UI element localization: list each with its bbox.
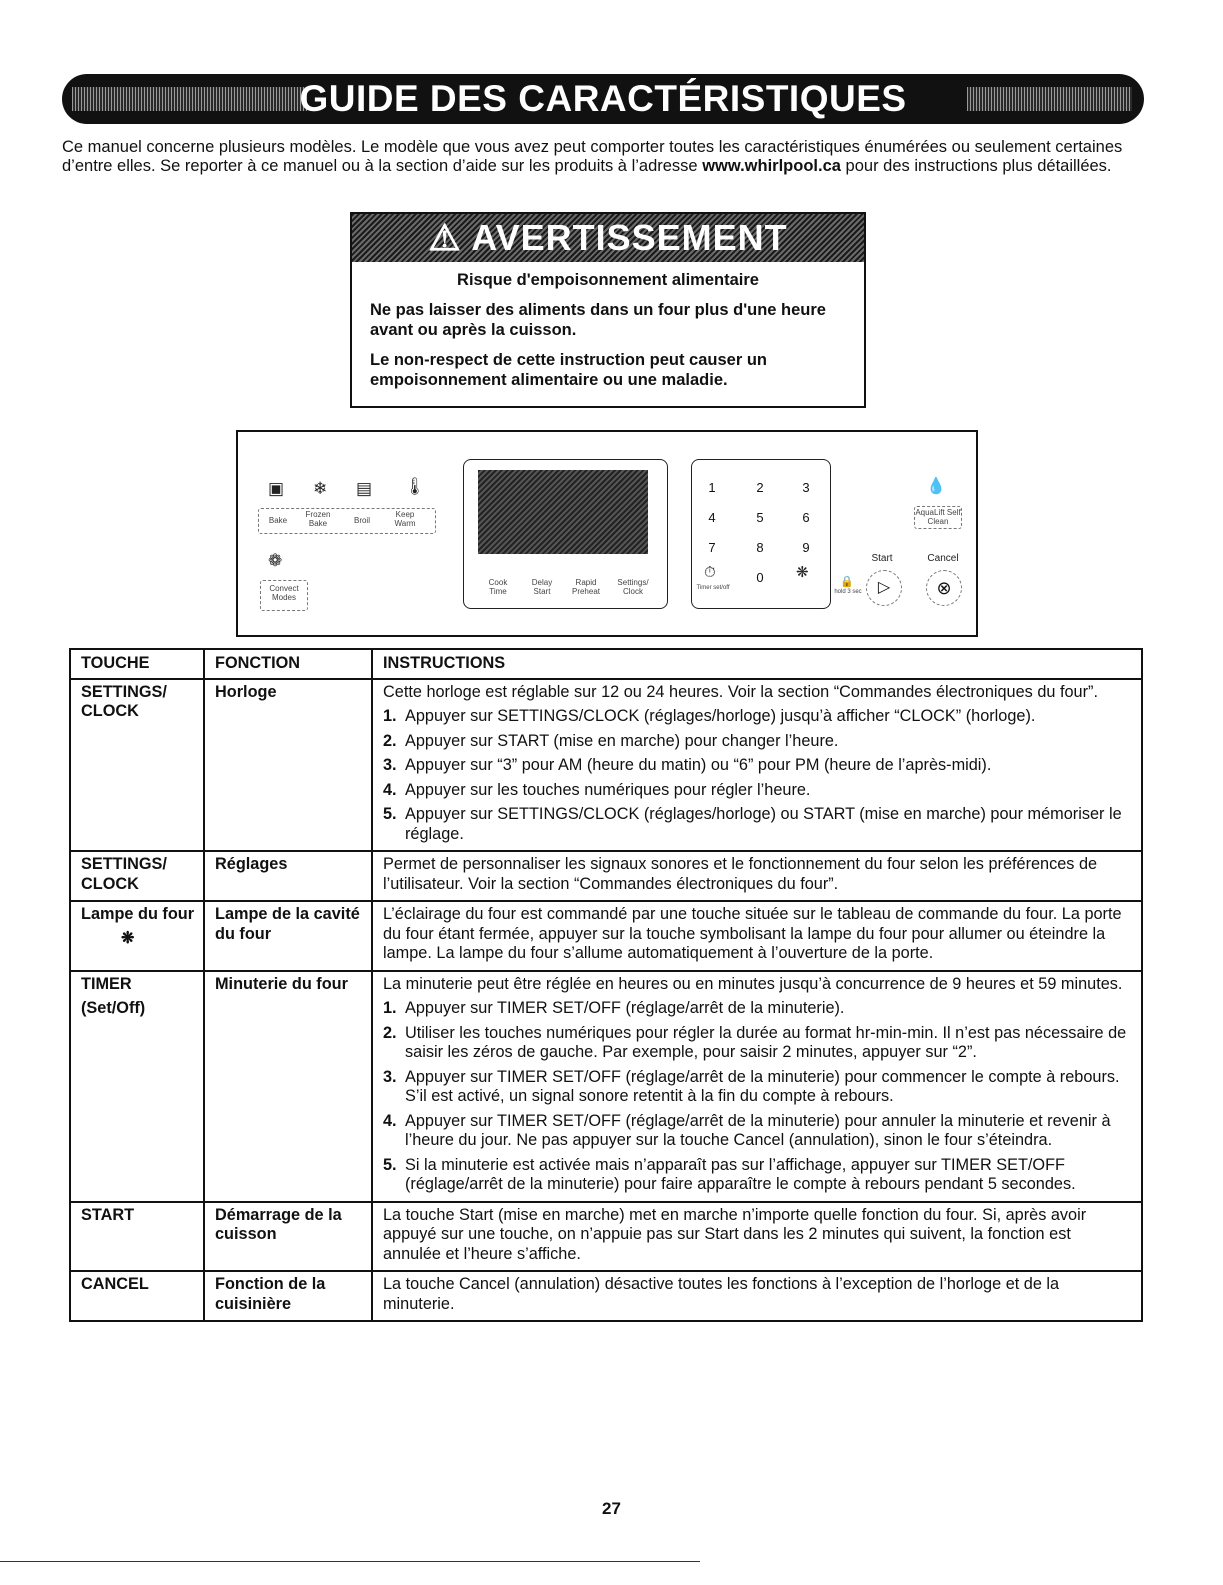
row-instructions	[372, 971, 1142, 1202]
warning-title: AVERTISSEMENT	[471, 217, 788, 258]
features-table	[69, 648, 1143, 1322]
warning-line-2: Le non-respect de cette instruction peut causer un empoisonnement alimentaire ou une maladie.	[370, 351, 767, 389]
row-function: Lampe de la cavité du four	[204, 901, 372, 971]
row-key: TIMER	[81, 974, 132, 993]
broil-icon: ▤	[356, 479, 373, 498]
settings-clock-button[interactable]: Settings/ Clock	[617, 578, 649, 596]
mode-label-bake[interactable]: Bake	[268, 516, 288, 525]
instruction-step: 5. Si la minuterie est activée mais n’apparaît pas sur l’affichage, appuyer sur TIMER SET/OFF (réglage/arrêt de la minuterie) pour faire apparaître le compte à rebours pendant 5 secondes.	[383, 1155, 1076, 1193]
intro-paragraph	[62, 138, 1147, 176]
play-icon: ▷	[877, 579, 891, 596]
key-1[interactable]: 1	[708, 480, 716, 495]
instruction-step: 3. Appuyer sur TIMER SET/OFF (réglage/arrêt de la minuterie) pour commencer le compte à rebours. S’il est activé, un signal sonore retentit à la fin du compte à rebours.	[383, 1067, 1120, 1105]
cancel-label: Cancel	[927, 553, 959, 564]
table-row	[70, 901, 1142, 971]
start-label: Start	[871, 553, 893, 564]
section-banner	[62, 74, 1144, 124]
header-fonction: FONCTION	[204, 649, 372, 679]
instruction-step: 4. Appuyer sur les touches numériques pour régler l’heure.	[383, 780, 811, 799]
table-row	[70, 679, 1142, 852]
cancel-button[interactable]	[926, 570, 962, 606]
start-button[interactable]	[866, 570, 902, 606]
warning-subtitle: Risque d'empoisonnement alimentaire	[457, 271, 759, 289]
row-key-cell	[70, 971, 204, 1202]
delay-start-button[interactable]: Delay Start	[531, 578, 553, 596]
row-key: CANCEL	[70, 1271, 204, 1321]
row-instructions: L’éclairage du four est commandé par une touche située sur le tableau de commande du four. La porte du four étant fermée, appuyer sur la touche symbolisant la lampe du four pour allumer ou éteindre la lampe. La lampe du four s’allume automatiquement à l’ouverture de la porte.	[372, 901, 1142, 971]
key-2[interactable]: 2	[756, 480, 764, 495]
table-row	[70, 851, 1142, 901]
instruction-step: 2. Appuyer sur START (mise en marche) pour changer l’heure.	[383, 731, 839, 750]
table-row	[70, 1202, 1142, 1272]
lock-icon: 🔒	[840, 576, 854, 588]
key-7[interactable]: 7	[708, 540, 716, 555]
instruction-step: 2. Utiliser les touches numériques pour régler la durée au format hr-min-min. Il n’est pas nécessaire de saisir les zéros de gauche. Par exemple, pour saisir 2 minutes, appuyer sur “2”.	[383, 1023, 1127, 1061]
row-instructions: Permet de personnaliser les signaux sonores et le fonctionnement du four selon les préférences de l’utilisateur. Voir la section “Commandes électroniques du four”.	[372, 851, 1142, 901]
instruction-intro: La minuterie peut être réglée en heures ou en minutes jusqu’à concurrence de 9 heures et 59 minutes.	[383, 974, 1123, 993]
display-lcd	[478, 470, 648, 554]
intro-text-end: pour des instructions plus détaillées.	[840, 157, 1112, 175]
mode-label-frozen-bake[interactable]: Frozen Bake	[305, 510, 331, 528]
mode-label-broil[interactable]: Broil	[353, 516, 370, 525]
key-0[interactable]: 0	[756, 570, 764, 585]
mode-label-keep-warm[interactable]: Keep Warm	[394, 510, 416, 528]
keypad-frame	[691, 459, 831, 609]
intro-text: Ce manuel concerne plusieurs modèles. Le modèle que vous avez peut comporter toutes les caractéristiques énumérées ou seulement certaines d’entre elles. Se reporter à ce manuel ou à la section d’aide sur les produits à l’adresse	[62, 138, 1123, 175]
cancel-x-icon: ⊗	[936, 578, 952, 598]
row-key-cell	[70, 901, 204, 971]
convect-modes-button[interactable]: Convect Modes	[260, 580, 308, 611]
convect-fan-icon: ❁	[268, 551, 283, 570]
instruction-step: 1. Appuyer sur SETTINGS/CLOCK (réglages/horloge) jusqu’à afficher “CLOCK” (horloge).	[383, 707, 1036, 725]
hold-label: hold 3 sec	[834, 589, 862, 595]
instruction-intro: Cette horloge est réglable sur 12 ou 24 heures. Voir la section “Commandes électroniques du four”.	[383, 682, 1098, 701]
aqualift-drop-icon: 💧	[926, 478, 946, 495]
row-instructions	[372, 679, 1142, 852]
header-instructions: INSTRUCTIONS	[372, 649, 1142, 679]
rapid-preheat-button[interactable]: Rapid Preheat	[571, 578, 601, 596]
row-function: Démarrage de la cuisson	[204, 1202, 372, 1272]
aqualift-self-clean-button[interactable]: AquaLift Self Clean	[914, 506, 962, 529]
control-panel-illustration	[236, 430, 978, 637]
instruction-step: 4. Appuyer sur TIMER SET/OFF (réglage/arrêt de la minuterie) pour annuler la minuterie et revenir à l’heure du jour. Ne pas appuyer sur la touche Cancel (annulation), sinon le four s’éteindra.	[383, 1111, 1111, 1149]
footer-rule	[0, 1561, 700, 1562]
warning-triangle-icon: ⚠	[428, 217, 462, 258]
key-8[interactable]: 8	[756, 540, 764, 555]
row-function: Minuterie du four	[204, 971, 372, 1202]
row-key: START	[70, 1202, 204, 1272]
row-function: Horloge	[204, 679, 372, 852]
key-9[interactable]: 9	[802, 540, 810, 555]
key-6[interactable]: 6	[802, 510, 810, 525]
page-title: GUIDE DES CARACTÉRISTIQUES	[299, 78, 907, 119]
oven-light-icon: ❋	[121, 929, 135, 947]
keep-warm-icon: 🌡	[404, 477, 426, 496]
table-row	[70, 1271, 1142, 1321]
row-key: SETTINGS/ CLOCK	[70, 851, 204, 901]
timer-icon[interactable]: ⏱	[704, 564, 716, 581]
warning-box	[350, 212, 866, 408]
instruction-step: 1. Appuyer sur TIMER SET/OFF (réglage/arrêt de la minuterie).	[383, 999, 845, 1017]
key-4[interactable]: 4	[708, 510, 716, 525]
row-function: Réglages	[204, 851, 372, 901]
warning-line-1: Ne pas laisser des aliments dans un four plus d'une heure avant ou après la cuisson.	[370, 301, 826, 339]
instruction-step: 3. Appuyer sur “3” pour AM (heure du matin) ou “6” pour PM (heure de l’après-midi).	[383, 756, 992, 774]
display-screen-frame	[463, 459, 668, 609]
table-header-row	[70, 649, 1142, 679]
timer-label: Timer set/off	[696, 585, 730, 591]
page-number: 27	[602, 1499, 621, 1518]
bake-icon: ▣	[268, 479, 285, 498]
key-3[interactable]: 3	[802, 480, 810, 495]
instruction-step: 5. Appuyer sur SETTINGS/CLOCK (réglages/horloge) ou START (mise en marche) pour mémoriser le réglage.	[383, 805, 1122, 843]
frozen-bake-icon: ❄	[313, 479, 328, 498]
row-instructions: La touche Start (mise en marche) met en marche n’importe quelle fonction du four. Si, après avoir appuyé sur une touche, on n’appuie pas sur Start dans les 2 minutes qui suivent, la fonction est annulée et l’heure s’affiche.	[372, 1202, 1142, 1272]
table-row	[70, 971, 1142, 1202]
warning-heading	[352, 214, 864, 262]
row-key-sub: (Set/Off)	[81, 999, 146, 1017]
row-function: Fonction de la cuisinière	[204, 1271, 372, 1321]
website-link[interactable]: www.whirlpool.ca	[702, 157, 841, 175]
row-instructions: La touche Cancel (annulation) désactive toutes les fonctions à l’exception de l’horloge et de la minuterie.	[372, 1271, 1142, 1321]
key-5[interactable]: 5	[756, 510, 764, 525]
cook-time-button[interactable]: Cook Time	[488, 578, 508, 596]
header-touche: TOUCHE	[70, 649, 204, 679]
oven-light-icon[interactable]: ❋	[796, 564, 809, 581]
row-key: SETTINGS/ CLOCK	[70, 679, 204, 852]
row-key: Lampe du four	[81, 905, 195, 923]
